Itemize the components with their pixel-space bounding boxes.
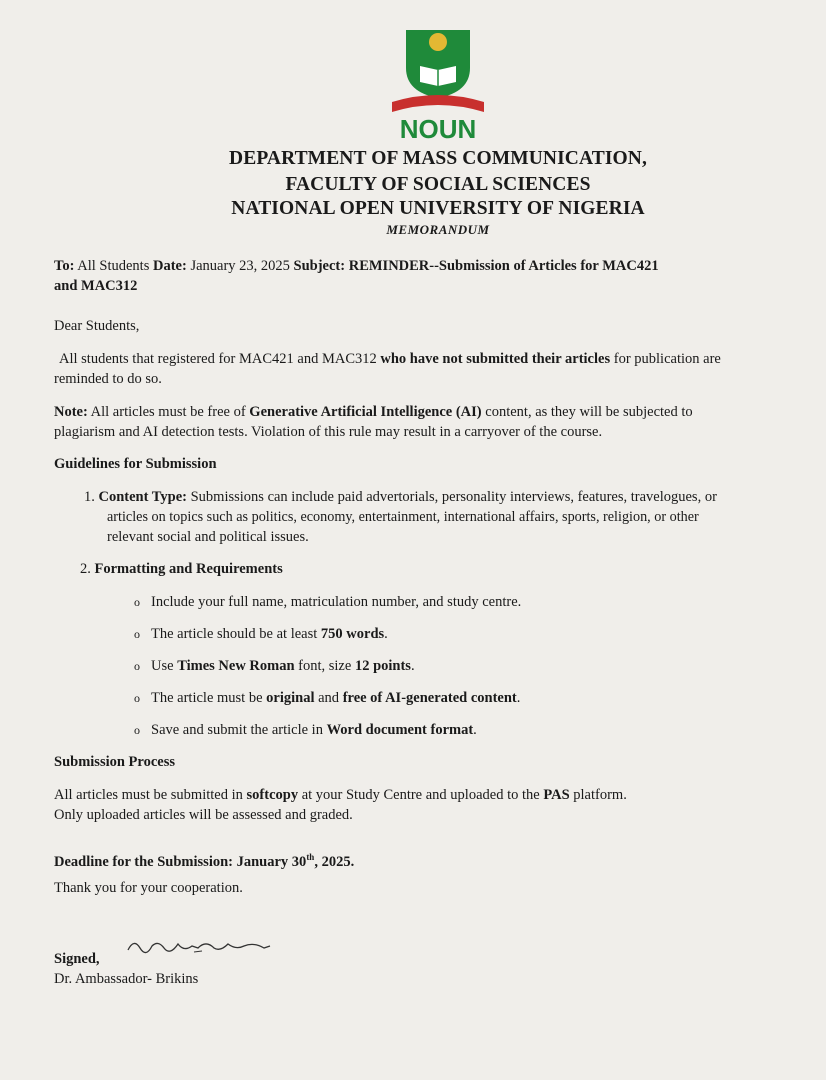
note-line-2: plagiarism and AI detection tests. Violation of this rule may result in a carryover of the course. <box>54 424 603 440</box>
bullet-icon: o <box>134 723 140 737</box>
guidelines-heading: Guidelines for Submission <box>54 456 217 472</box>
process-line-1: All articles must be submitted in softcopy at your Study Centre and uploaded to the PAS platform. <box>54 787 627 803</box>
bullet-icon: o <box>134 627 140 641</box>
faculty-heading: FACULTY OF SOCIAL SCIENCES <box>285 174 591 195</box>
noun-crest-icon <box>390 28 486 118</box>
intro-line-1: All students that registered for MAC421 and MAC312 who have not submitted their articles for publication are <box>59 351 721 367</box>
requirement-item: o Use Times New Roman font, size 12 points. <box>134 656 415 677</box>
department-heading: DEPARTMENT OF MASS COMMUNICATION, <box>229 148 647 169</box>
guideline-item-1-line-2: articles on topics such as politics, economy, entertainment, international affairs, sports, religion, or other <box>107 509 699 525</box>
requirement-item: o Save and submit the article in Word document format. <box>134 720 477 741</box>
requirement-item: o The article must be original and free of AI-generated content. <box>134 688 520 709</box>
bullet-icon: o <box>134 659 140 673</box>
bullet-icon: o <box>134 691 140 705</box>
memo-meta-line: To: All Students Date: January 23, 2025 Subject: REMINDER--Submission of Articles for MAC421 <box>54 258 659 274</box>
university-heading: NATIONAL OPEN UNIVERSITY OF NIGERIA <box>231 198 645 219</box>
noun-logo <box>390 28 486 144</box>
noun-logo-text: NOUN <box>399 114 477 144</box>
guideline-item-2: 2. Formatting and Requirements <box>80 561 283 577</box>
process-heading: Submission Process <box>54 754 175 770</box>
signed-label: Signed, <box>54 951 100 967</box>
salutation: Dear Students, <box>54 318 140 334</box>
thanks-line: Thank you for your cooperation. <box>54 880 243 896</box>
deadline: Deadline for the Submission: January 30th, 2025. <box>54 852 355 870</box>
memo-subject-cont: and MAC312 <box>54 278 138 294</box>
bullet-icon: o <box>134 595 140 609</box>
guideline-item-1: 1. Content Type: Submissions can include paid advertorials, personality interviews, features, travelogues, or <box>84 489 717 505</box>
requirement-item: o Include your full name, matriculation number, and study centre. <box>134 592 521 613</box>
memorandum-label: MEMORANDUM <box>386 222 490 237</box>
requirement-item: o The article should be at least 750 words. <box>134 624 388 645</box>
signatory-name: Dr. Ambassador- Brikins <box>54 971 199 987</box>
intro-line-2: reminded to do so. <box>54 371 162 387</box>
guideline-item-1-line-3: relevant social and political issues. <box>107 529 309 545</box>
process-line-2: Only uploaded articles will be assessed and graded. <box>54 807 353 823</box>
note-line-1: Note: All articles must be free of Generative Artificial Intelligence (AI) content, as they will be subjected to <box>54 404 693 420</box>
